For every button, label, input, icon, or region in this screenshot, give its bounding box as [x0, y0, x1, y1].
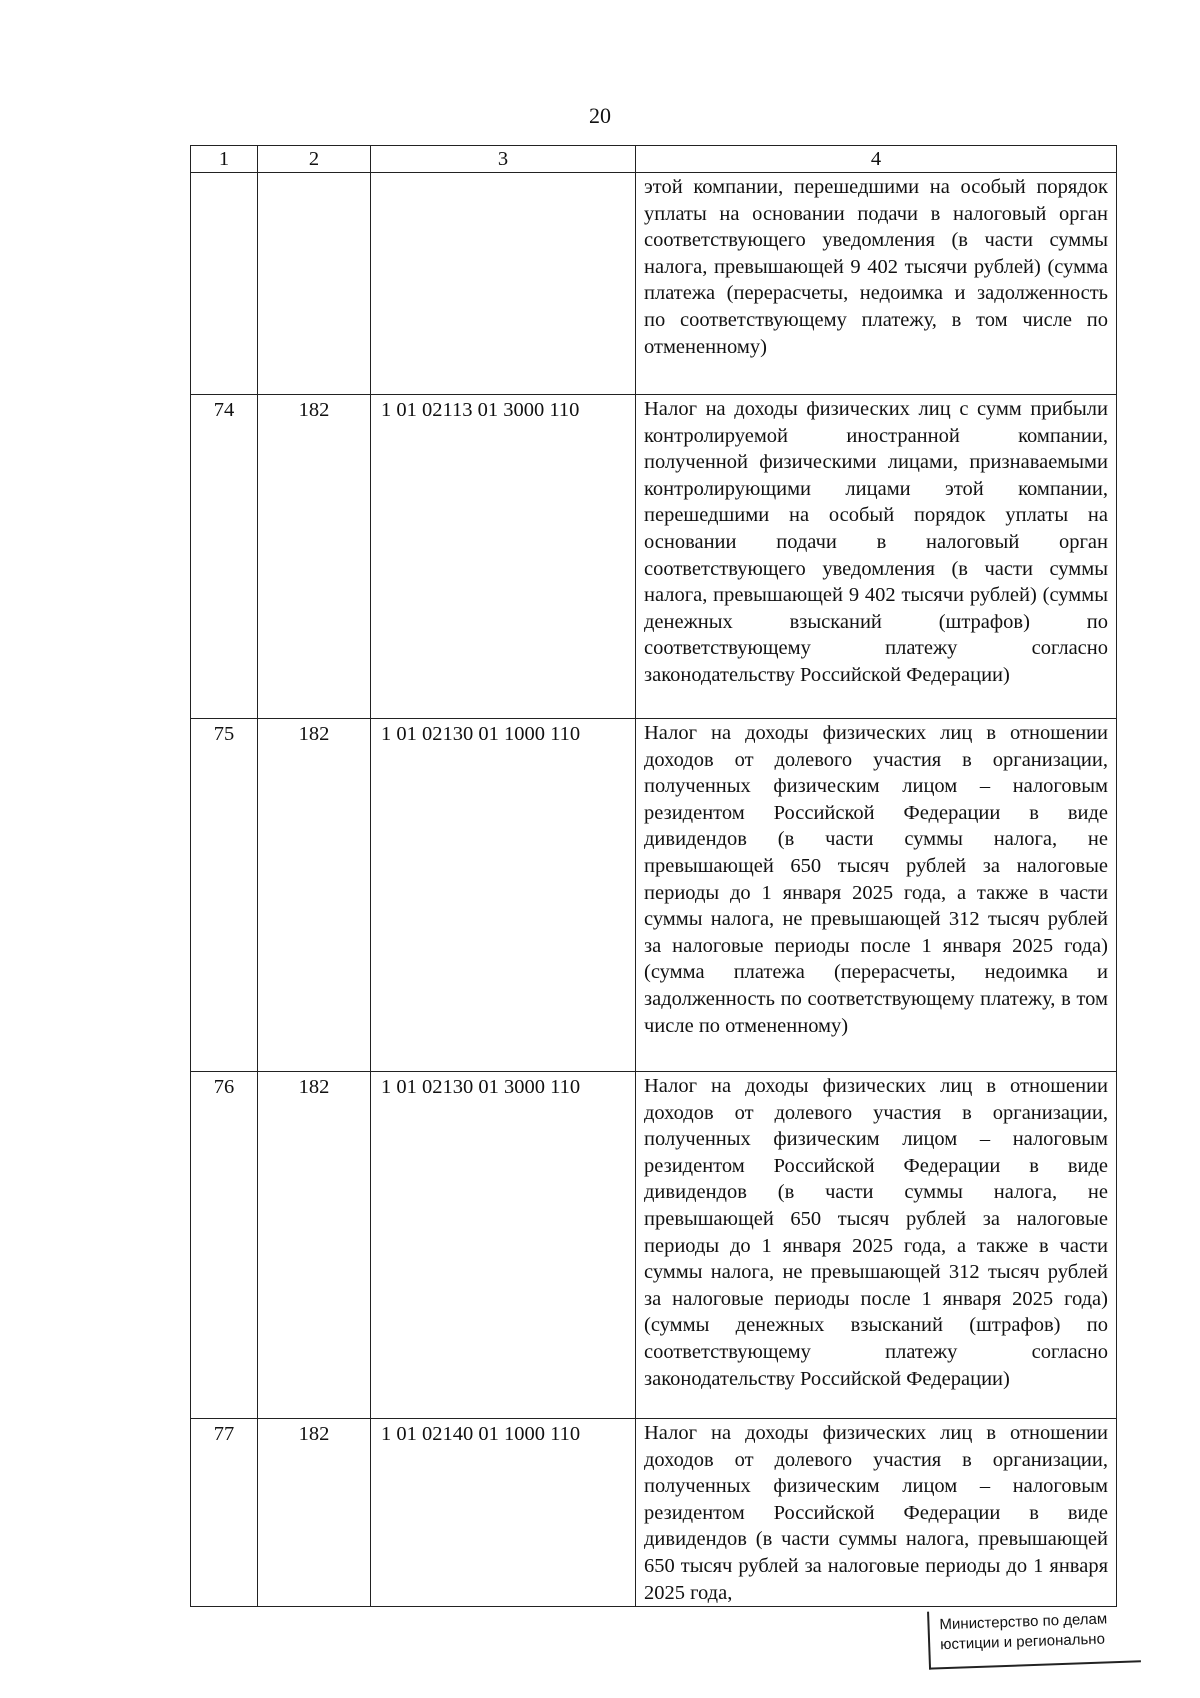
registration-stamp	[927, 1604, 1141, 1669]
table-header-row	[191, 146, 1117, 173]
row-description: Налог на доходы физических лиц с сумм прибыли контролируемой иностранной компании, полученной физическими лицами, признаваемыми контролирующими лицами этой компании, перешедшими на особый порядок уплаты на основании подачи в налоговый орган соответствующего уведомления (в части суммы налога, превышающей 9 402 тысячи рублей) (суммы денежных взысканий (штрафов) по соответствующему платежу согласно законодательству Российской Федерации)	[636, 395, 1117, 719]
row-budget-code: 1 01 02140 01 1000 110	[371, 1419, 636, 1607]
page-number: 20	[589, 103, 611, 128]
row-number	[191, 173, 258, 395]
column-header-3: 3	[371, 146, 636, 173]
column-header-4: 4	[636, 146, 1117, 173]
row-budget-code: 1 01 02113 01 3000 110	[371, 395, 636, 719]
table-row	[191, 719, 1117, 1072]
row-admin-code: 182	[258, 395, 371, 719]
row-number: 76	[191, 1072, 258, 1419]
row-admin-code: 182	[258, 719, 371, 1072]
row-description: Налог на доходы физических лиц в отношении доходов от долевого участия в организации, полученных физическим лицом – налоговым резидентом Российской Федерации в виде дивидендов (в части суммы налога, не превышающей 650 тысяч рублей за налоговые периоды до 1 января 2025 года, а также в части суммы налога, не превышающей 312 тысяч рублей за налоговые периоды после 1 января 2025 года) (суммы денежных взысканий (штрафов) по соответствующему платежу согласно законодательству Российской Федерации)	[636, 1072, 1117, 1419]
table-row	[191, 1072, 1117, 1419]
row-description: этой компании, перешедшими на особый порядок уплаты на основании подачи в налоговый орган соответствующего уведомления (в части суммы налога, превышающей 9 402 тысячи рублей) (сумма платежа (перерасчеты, недоимка и задолженность по соответствующему платежу, в том числе по отмененному)	[636, 173, 1117, 395]
row-budget-code: 1 01 02130 01 3000 110	[371, 1072, 636, 1419]
row-number: 77	[191, 1419, 258, 1607]
table-row	[191, 173, 1117, 395]
row-budget-code: 1 01 02130 01 1000 110	[371, 719, 636, 1072]
row-description: Налог на доходы физических лиц в отношении доходов от долевого участия в организации, полученных физическим лицом – налоговым резидентом Российской Федерации в виде дивидендов (в части суммы налога, превышающей 650 тысяч рублей за налоговые периоды до 1 января 2025 года,	[636, 1419, 1117, 1607]
row-description: Налог на доходы физических лиц в отношении доходов от долевого участия в организации, полученных физическим лицом – налоговым резидентом Российской Федерации в виде дивидендов (в части суммы налога, не превышающей 650 тысяч рублей за налоговые периоды до 1 января 2025 года, а также в части суммы налога, не превышающей 312 тысяч рублей за налоговые периоды после 1 января 2025 года) (сумма платежа (перерасчеты, недоимка и задолженность по соответствующему платежу, в том числе по отмененному)	[636, 719, 1117, 1072]
row-admin-code	[258, 173, 371, 395]
row-admin-code: 182	[258, 1072, 371, 1419]
budget-code-table	[190, 145, 1117, 1607]
row-number: 75	[191, 719, 258, 1072]
stamp-line-2: юстиции и регионально	[939, 1630, 1106, 1654]
column-header-2: 2	[258, 146, 371, 173]
table-row	[191, 395, 1117, 719]
row-budget-code	[371, 173, 636, 395]
table-row	[191, 1419, 1117, 1607]
column-header-1: 1	[191, 146, 258, 173]
row-number: 74	[191, 395, 258, 719]
stamp-line-1: Министерство по делам	[939, 1610, 1108, 1634]
row-admin-code: 182	[258, 1419, 371, 1607]
